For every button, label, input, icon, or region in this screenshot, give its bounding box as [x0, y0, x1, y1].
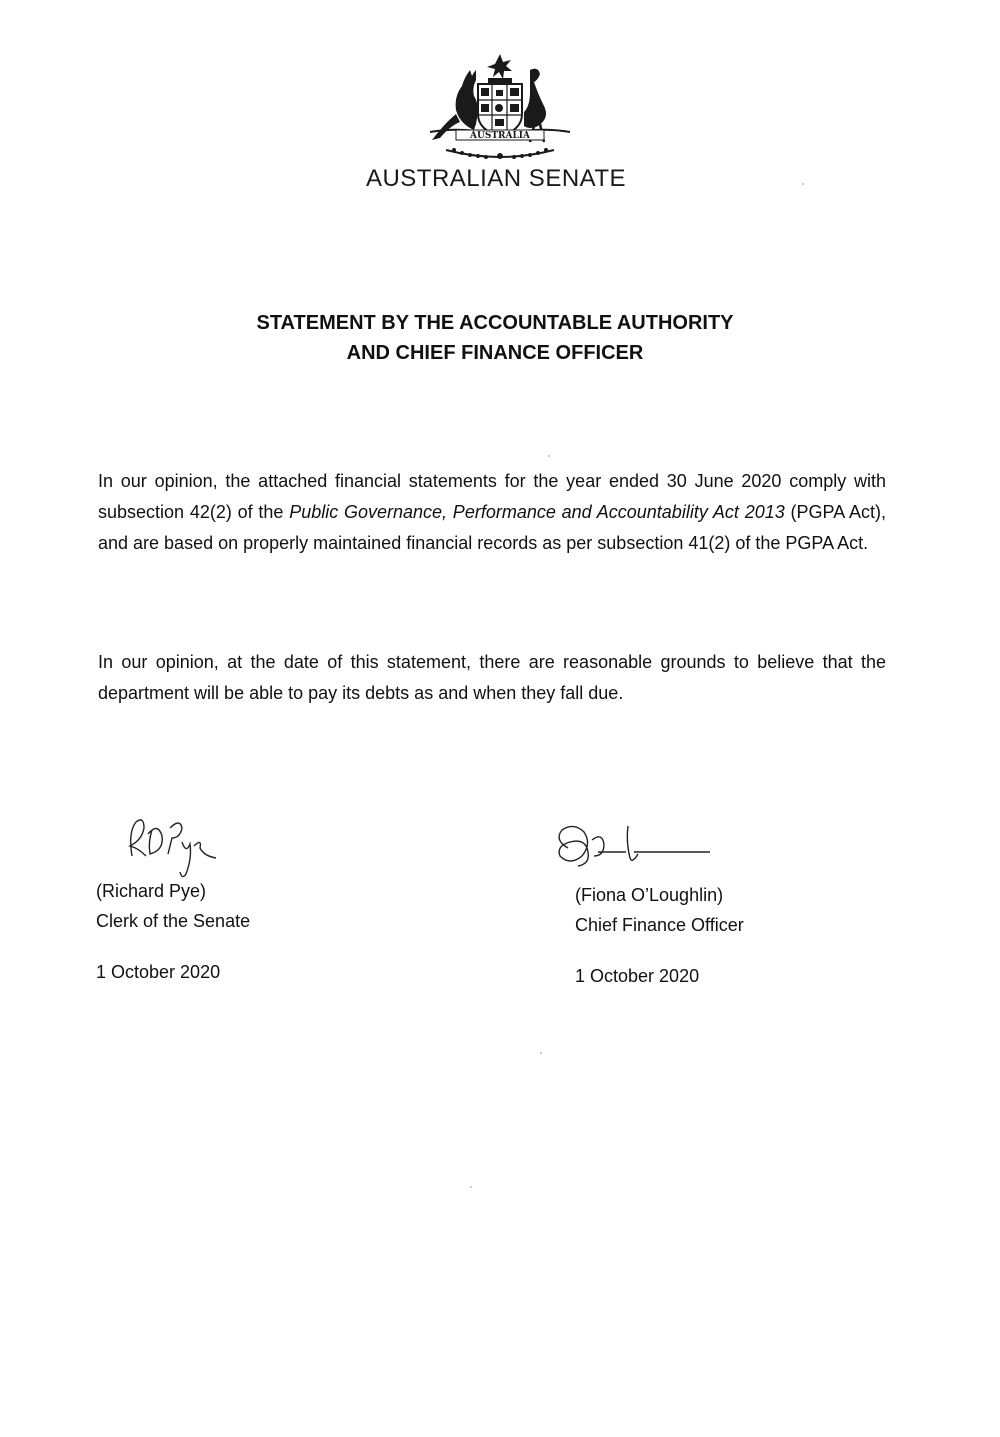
signature-richard-pye: [118, 812, 228, 882]
signatory-block-cfo: [575, 880, 744, 940]
signatory-block-clerk: [96, 876, 250, 936]
organisation-name: AUSTRALIAN SENATE: [365, 165, 627, 192]
paragraph1-text-a: In our opinion, the attached financial statements for the year ended 30 June 2020 comply with subsection 42(2) of the: [98, 471, 886, 522]
scan-speck: [548, 455, 550, 457]
opinion-paragraph-financial: [98, 466, 886, 559]
statement-title-line-1: STATEMENT BY THE ACCOUNTABLE AUTHORITY: [256, 312, 734, 334]
signatory-date: 1 October 2020: [96, 962, 221, 982]
scan-speck: [470, 1186, 472, 1188]
coat-of-arms-crest: [426, 52, 574, 162]
statement-title: [150, 308, 840, 368]
opinion-paragraph-solvency: In our opinion, at the date of this statement, there are reasonable grounds to believe that the department will be able to pay its debts as and when they fall due.: [98, 652, 886, 703]
act-name-italic: Public Governance, Performance and Accountability Act 2013: [289, 502, 785, 522]
signatory-name: (Fiona O’Loughlin): [575, 885, 724, 905]
signatory-role: Chief Finance Officer: [575, 915, 744, 935]
scan-speck: [540, 1052, 542, 1054]
signature-fiona-oloughlin: [548, 822, 718, 874]
signatory-date: 1 October 2020: [575, 966, 700, 986]
crest-motto: AUSTRALIA: [469, 131, 531, 141]
signatory-name: (Richard Pye): [96, 881, 207, 901]
signatory-role: Clerk of the Senate: [96, 911, 251, 931]
scan-speck: [802, 183, 804, 185]
paragraph1-text-b: (PGPA Act), and are based on properly maintained financial records as per subsection 41(2) of the PGPA Act.: [98, 502, 886, 553]
statement-title-line-2: AND CHIEF FINANCE OFFICER: [346, 342, 644, 364]
